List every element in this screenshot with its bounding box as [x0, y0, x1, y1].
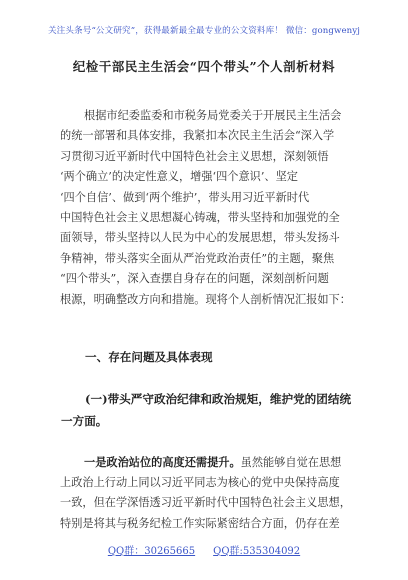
intro-line: 根源，明确整改方向和措施。现将个人剖析情况汇报如下：: [60, 292, 351, 306]
subsection-heading: [61, 388, 351, 432]
intro-line: 的统一部署和具体安排，我紧扣本次民主生活会“深入学: [60, 129, 335, 143]
paragraph-first-line-rest: 虽然能够自觉在思想: [240, 456, 342, 469]
header-ad-link[interactable]: 关注头条号“公文研究”，获得最新最全最专业的公文资料库！ 微信：gongwenyj: [47, 26, 361, 36]
body-paragraph: [60, 452, 354, 534]
intro-line: ‘四个自信’、做到‘两个维护’，带头用习近平新时代: [60, 190, 310, 204]
document-title: 纪检干部民主生活会“四个带头”个人剖析材料: [72, 59, 336, 74]
subsection-heading-line: (一)带头严守政治纪律和政治规矩，维护党的团结统: [85, 392, 352, 406]
paragraph-line: 上政治上行动上同以习近平同志为核心的党中央保持高度: [60, 475, 340, 489]
intro-line: 中国特色社会主义思想凝心铸魂，带头坚持和加强党的全: [60, 210, 340, 224]
intro-line: ‘两个确立’的决定性意义，增强‘四个意识’、坚定: [60, 170, 298, 184]
subsection-heading-line: 一方面。: [61, 414, 108, 428]
paragraph-line: 一致，但在学深悟透习近平新时代中国特色社会主义思想，: [60, 496, 351, 510]
qq-group-link-1[interactable]: QQ群：30265665: [107, 546, 196, 557]
qq-group-link-2[interactable]: QQ群:535304092: [213, 546, 301, 557]
intro-line: “四个带头”，深入查摆自身存在的问题，深刻剖析问题: [60, 272, 329, 286]
section-heading: 一、存在问题及具体表现: [85, 350, 213, 364]
footer-qq-groups: [0, 542, 408, 557]
intro-paragraph: [60, 106, 352, 310]
paragraph-line: 特别是将其与税务纪检工作实际紧密结合方面，仍存在差: [60, 516, 340, 530]
intro-line: 面领导，带头坚持以人民为中心的发展思想，带头发扬斗: [60, 231, 340, 245]
intro-line: 习贯彻习近平新时代中国特色社会主义思想，深刻领悟: [60, 149, 329, 163]
paragraph-first-line: [60, 452, 354, 473]
paragraph-lead-phrase: 一是政治站位的高度还需提升。: [84, 455, 241, 469]
intro-line: 根据市纪委监委和市税务局党委关于开展民主生活会: [84, 109, 342, 122]
intro-line: 争精神，带头落实全面从严治党政治责任”的主题，聚焦: [60, 251, 335, 265]
